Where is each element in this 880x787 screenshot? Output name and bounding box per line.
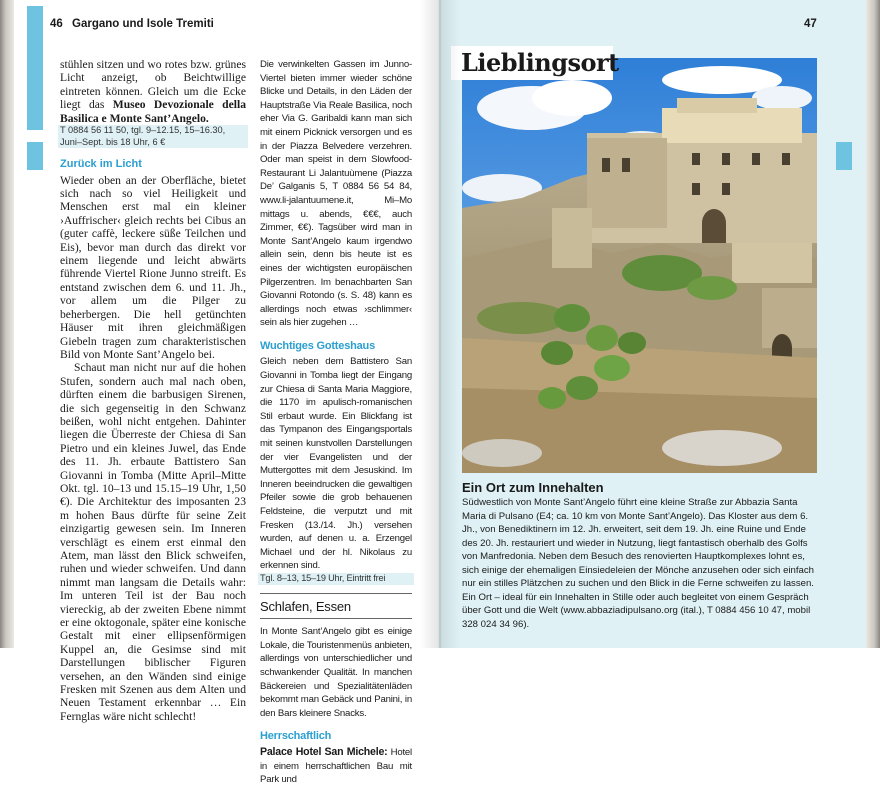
text-column-1	[60, 58, 246, 723]
subheading: Zurück im Licht	[60, 158, 142, 171]
paragraph: Die verwinkelten Gassen im Junno-Viertel bieten immer wieder schöne Blicke und Details, in den Läden der Hauptstraße Via Reale Basilica, noch eher Via G. Garibaldi kann man sich mit einem Picknick versorgen und es in der Piazza Belvedere verzehren. Oder man speist in dem Slowfood-Restaurant Li Jalantuùmene (Piazza De’ Galganis 5, T 0884 56 54 84, www.li-jalantuumene.it, Mi–Mo mittags u. abends, €€€, auch Zimmer, €€). Tagsüber wird man in Monte Sant’Angelo kaum irgendwo allein sein, denn bis heute ist es eines der wichtigsten europäischen Pilgerzentren. Im benachbarten San Giovanni Rotondo (s. S. 48) kann es allerdings noch etwas ›schlimmer‹ sein als hier zugehen …	[260, 59, 412, 329]
paragraph: Wieder oben an der Oberfläche, bietet sich nach so viel Heiligkeit und Menschen erst mal ein kleiner ›Auffrischer‹ gleich rechts bei Cibus an (guter caffè, leckere süße Teilchen und Eis), bevor man durch das direkt vor einem liegende und leicht abwärts führende Viertel Rione Junno streift. Es entstand zwischen dem 6. und 11. Jh., vor allem um die Pilger zu beherbergen. Die hell getünchten Häuser mit ihren gleichmäßigen Giebeln tragen zum charakteristischen Bild von Monte Sant’Angelo bei.	[60, 173, 246, 361]
paragraph: Palace Hotel San Michele: Hotel in einem herrschaftlichen Bau mit Park und	[260, 745, 412, 786]
caption-title: Ein Ort zum Innehalten	[462, 480, 604, 495]
paragraph: In Monte Sant’Angelo gibt es einige Lokale, die Touristenmenüs anbieten, allerdings von unterschiedlicher und schwankender Qualität. In manchen Bäckereien und Spezialitätenläden bekommt man Gebäck und Panini, in den Bars kleinere Snacks.	[260, 626, 412, 719]
page-number-right: 47	[804, 18, 817, 30]
paragraph: stühlen sitzen und wo rotes bzw. grünes Licht anzeigt, ob Beichtwillige eintreten können. Gleich um die Ecke liegt das Museo Devozionale della Basilica e Monte Sant’Angelo.	[60, 58, 246, 125]
subheading: Wuchtiges Gotteshaus	[260, 339, 375, 352]
thumb-tab-top-left	[27, 6, 43, 130]
subheading: Herrschaftlich	[260, 730, 332, 743]
info-line: T 0884 56 11 50, tgl. 9–12.15, 15–16.30, Juni–Sept. bis 18 Uhr, 6 €	[58, 125, 248, 148]
paragraph: Schaut man nicht nur auf die hohen Stufen, sondern auch mal nach oben, dürften einem die barbusigen Sirenen, die sich gegenseitig in den Schwanz beißen, wohl nicht entgehen. Dahinter liegen die Überreste der Chiesa di San Pietro und ein kleines Juwel, das Ende des 11. Jh. erbaute Battistero San Giovanni in Tomba (Mitte April–Mitte Okt. tgl. 10–13 und 15.15–19 Uhr, 1,50 €). Die Architektur des imposanten 23 m hohen Baus dürfte für seine Zeit einzigartig gewesen sein. Im Inneren verschlägt es einem erst einmal den Atem, man lässt den Blick schweifen, ruhen und wieder schweifen. Und dann nimmt man langsam die Details wahr: Im unteren Teil ist der Bau noch viereckig, ab der zweiten Ebene nimmt er eine oktogonale, später eine konische Gestalt mit einer ellipsenförmigen Kuppel an, die Gesimse sind mit Darstellungen biblischer Figuren versehen, an den Wänden sind einige Fresken mit Szenen aus dem Alten und Neuen Testament erkennbar … Ein Fernglas wäre nicht schlecht!	[60, 361, 246, 723]
thumb-tab-marker-right	[836, 142, 852, 170]
page-edge-right	[866, 0, 880, 648]
thumb-tab-marker-left	[27, 142, 43, 170]
section-heading: Schlafen, Essen	[260, 593, 412, 620]
info-line: Tgl. 8–13, 15–19 Uhr, Eintritt frei	[258, 573, 414, 585]
caption-text: Südwestlich von Monte Sant’Angelo führt eine kleine Straße zur Abbazia Santa Maria di Pulsano (E4; ca. 10 km von Monte Sant’Angelo). Das Kloster aus dem 6. Jh., von Benediktinern im 12. Jh. erweitert, seit dem 19. Jh. eine Ruine und Ende des 20. Jh. restauriert und wieder in Nutzung, liegt fantastisch oberhalb des Golfs von Manfredonia. Neben dem Besuch des renovierten Hauptkomplexes lohnt es, sich einige der ehemaligen Einsiedeleien der Mönche anzusehen oder sich einfach nur ein stilles Plätzchen zu suchen und den Blick in die Ferne schweifen zu lassen. Ein Ort – ideal für ein Innehalten in Stille oder auch begleitet von einem Gespräch über Gott und die Welt (www.abbaziadipulsano.org (ital.), T 0884 456 10 47, mobil 328 024 34 96).	[462, 497, 814, 630]
text-column-2	[260, 58, 412, 787]
abbey-photo	[462, 58, 817, 473]
paragraph: Gleich neben dem Battistero San Giovanni in Tomba liegt der Eingang zur Chiesa di Santa Maria Maggiore, die 1170 im apulisch-romanischen Stil erbaut wurde. Ein Blickfang ist das Tympanon des Eingangsportals mit seinen kunstvollen Darstellungen der vier Evangelisten und der Muttergottes mit dem Jesuskind. Im Inneren beeindrucken die gewaltigen Pfeiler sowie die grob behauenen Feldsteine, die verputzt und mit Fresken (13./14. Jh.) versehen wurden, auf denen u. a. Erzengel Michael und der hl. Nikolaus zu erkennen sind.	[260, 356, 412, 572]
running-head	[50, 18, 214, 30]
page-number-left: 46	[50, 18, 63, 30]
page-edge-left	[0, 0, 14, 648]
chapter-title: Gargano und Isole Tremiti	[72, 18, 214, 30]
feature-title: Lieblingsort	[451, 46, 613, 80]
